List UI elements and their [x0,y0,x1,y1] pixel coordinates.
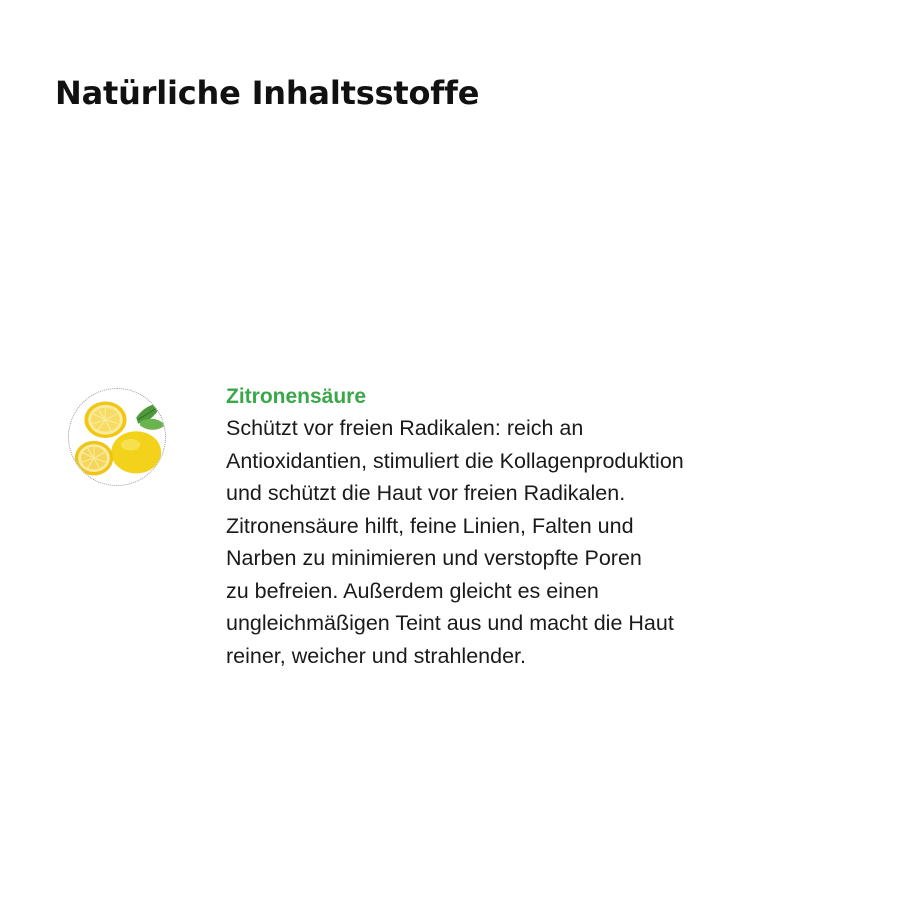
description-line: Schützt vor freien Radikalen: reich an [226,416,584,440]
page-title: Natürliche Inhaltsstoffe [55,74,480,112]
lemon-icon [68,388,166,486]
description-line: Antioxidantien, stimuliert die Kollagenproduktion [226,448,684,473]
description-line: Narben zu minimieren und verstopfte Poren [226,546,642,570]
ingredient-text [226,382,826,672]
description-line: und schützt die Haut vor freien Radikalen. [226,481,626,505]
description-line: zu befreien. Außerdem gleicht es einen [226,578,599,603]
ingredient-name: Zitronensäure [226,385,367,408]
description-line: Zitronensäure hilft, feine Linien, Falten und [226,513,634,538]
description-line: ungleichmäßigen Teint aus und macht die Haut [226,611,674,635]
ingredient-description [226,412,826,672]
description-line: reiner, weicher und strahlender. [226,643,526,668]
